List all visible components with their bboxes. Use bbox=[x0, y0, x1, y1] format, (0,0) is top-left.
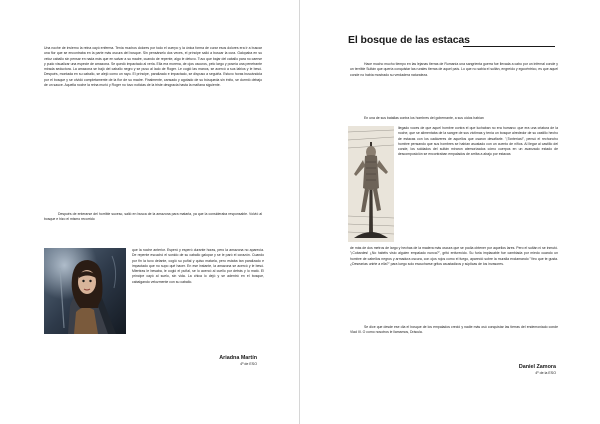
story-paragraph: Después de enterarse del horrible suceso, salió en busca de la amazona para matarla, ya que la consideraba responsable. Volvió al bosque e hizo el mismo recorrido bbox=[44, 212, 262, 222]
story-paragraph: que la noche anterior. Esperó y esperó durante horas, pero la amazona no aparecía. De repente escuchó el sonido de su caballo galopar y se le paró el corazón. Cuando por fin la tuvo delante, cogió su puñal y quiso matarla, pero estaba tan paralizado e impactado que no supo qué hacer. En ese instante, la amazona se acercó y le besó. Mientras le besaba, le cogió el puñal, se lo acercó al cuello por detrás y lo mató. El príncipe cayó al suelo, sin vida. La chica lo dejó y se adentró en el bosque, cabalgando velozmente con su caballo. bbox=[132, 248, 264, 284]
story-paragraph: de más de dos metros de largo y hechas de la madera más oscura que se podía obtener por aquellos lares. Pero el sultán ni se inmutó. "¡Cobardes! ¿No habéis visto alguien empalado nunca?", gritó enfurecido. Su furia implacable fue cambiada por miedo cuando un hombre de cabellos negros y armadura oscura, con ojos rojos como el fuego, apareció sobre la muralla exclamando "Veo que te gusta. ¿Desearías unirte a ella?" para luego solo escucharse gritos asustadizos y súplicas de los invasores. bbox=[350, 246, 558, 266]
author-signature bbox=[519, 364, 556, 376]
author-name: Daniel Zamora bbox=[518, 364, 556, 370]
amazon-illustration bbox=[44, 248, 126, 334]
title-underline bbox=[463, 46, 555, 47]
story-paragraph: llegado voces de que aquel hombre contra el que luchaban no era humano: que era una criatura de la noche, que se alimentaba de la sangre de sus víctimas y tenía un bosque alrededor de su castillo hecho de estacas con los cadáveres de aquellos que osaron desafiarle. "¡Tonterías!", pensó el rechoncho hombre pensando que sus hombres se habían asustado con un cuento de niños. Al llegar al castillo del conde, los soldados del sultán miraron atemorizados cómo cuerpos en un avanzado estado de descomposición se encontraban empalados de arriba a abajo por estacas bbox=[398, 126, 558, 157]
author-signature bbox=[219, 355, 257, 367]
page-title: El bosque de las estacas bbox=[348, 34, 470, 46]
right-page bbox=[300, 0, 600, 424]
story-paragraph: Se dice que desde ese día el bosque de los empalados creció y nadie más osó conquistar las tierras del endemoniado conde Vlad III. O como nosotros le llamamos, Drácula. bbox=[350, 325, 558, 335]
story-paragraph: En una de sus batallas contra los hombres del gobernante, a sus oídos habían bbox=[364, 116, 484, 120]
author-grade: 4º de la ESO bbox=[535, 371, 556, 375]
author-name: Ariadna Martín bbox=[219, 355, 257, 361]
story-paragraph: Una noche de invierno la reina cayó enferma. Tenía muchos dolores por todo el cuerpo y la única forma de curar esos dolores era ir a buscar una flor que se encontraba en la parte más oscura del bosque. Sin pensárselo dos veces, el príncipe salió a buscar la cura. Galopaba en su veloz caballo sin pensar en nada más que en salvar a su madre, cuando de repente, algo le detuvo. Tuvo que bajar del caballo para no caerse y pudo visualizar una especie de amazona. Se quedó impactado al verla. Ella era morena, de ojos oscuros, pelo largo y poseía una penetrante mirada seductora. La amazona se bajó del caballo negro y se puso al lado de Roger. Le cogió las manos, se acercó a sus labios y le besó. Después, montada en su caballo, se alejó como un rayo. El príncipe, paralizado e impactado, se dispuso a seguirla. Estuvo horas buscándola por el bosque y se olvidó completamente de la flor de su madre. Finalmente, cansado y agotado de su búsqueda sin éxito, se durmió debajo de un sauce. Aquella noche la reina murió y Roger no tuvo noticias de la triste desgracia hasta la mañana siguiente. bbox=[44, 46, 262, 87]
author-grade: 4º de ESO bbox=[240, 362, 257, 366]
impaled-figure-engraving bbox=[348, 126, 394, 242]
story-paragraph: Hace mucho mucho tiempo en las lejanas tierras de Rumanía una sangrienta guerra fue llevada a cabo por un infernal conde y un terrible Sultán que quería conquistar las rurales tierras de aquel país. Lo que no sabía el sultán, engreído y egocéntrico, es que aquel conde no había mostrado su verdadera naturaleza. bbox=[350, 62, 558, 77]
